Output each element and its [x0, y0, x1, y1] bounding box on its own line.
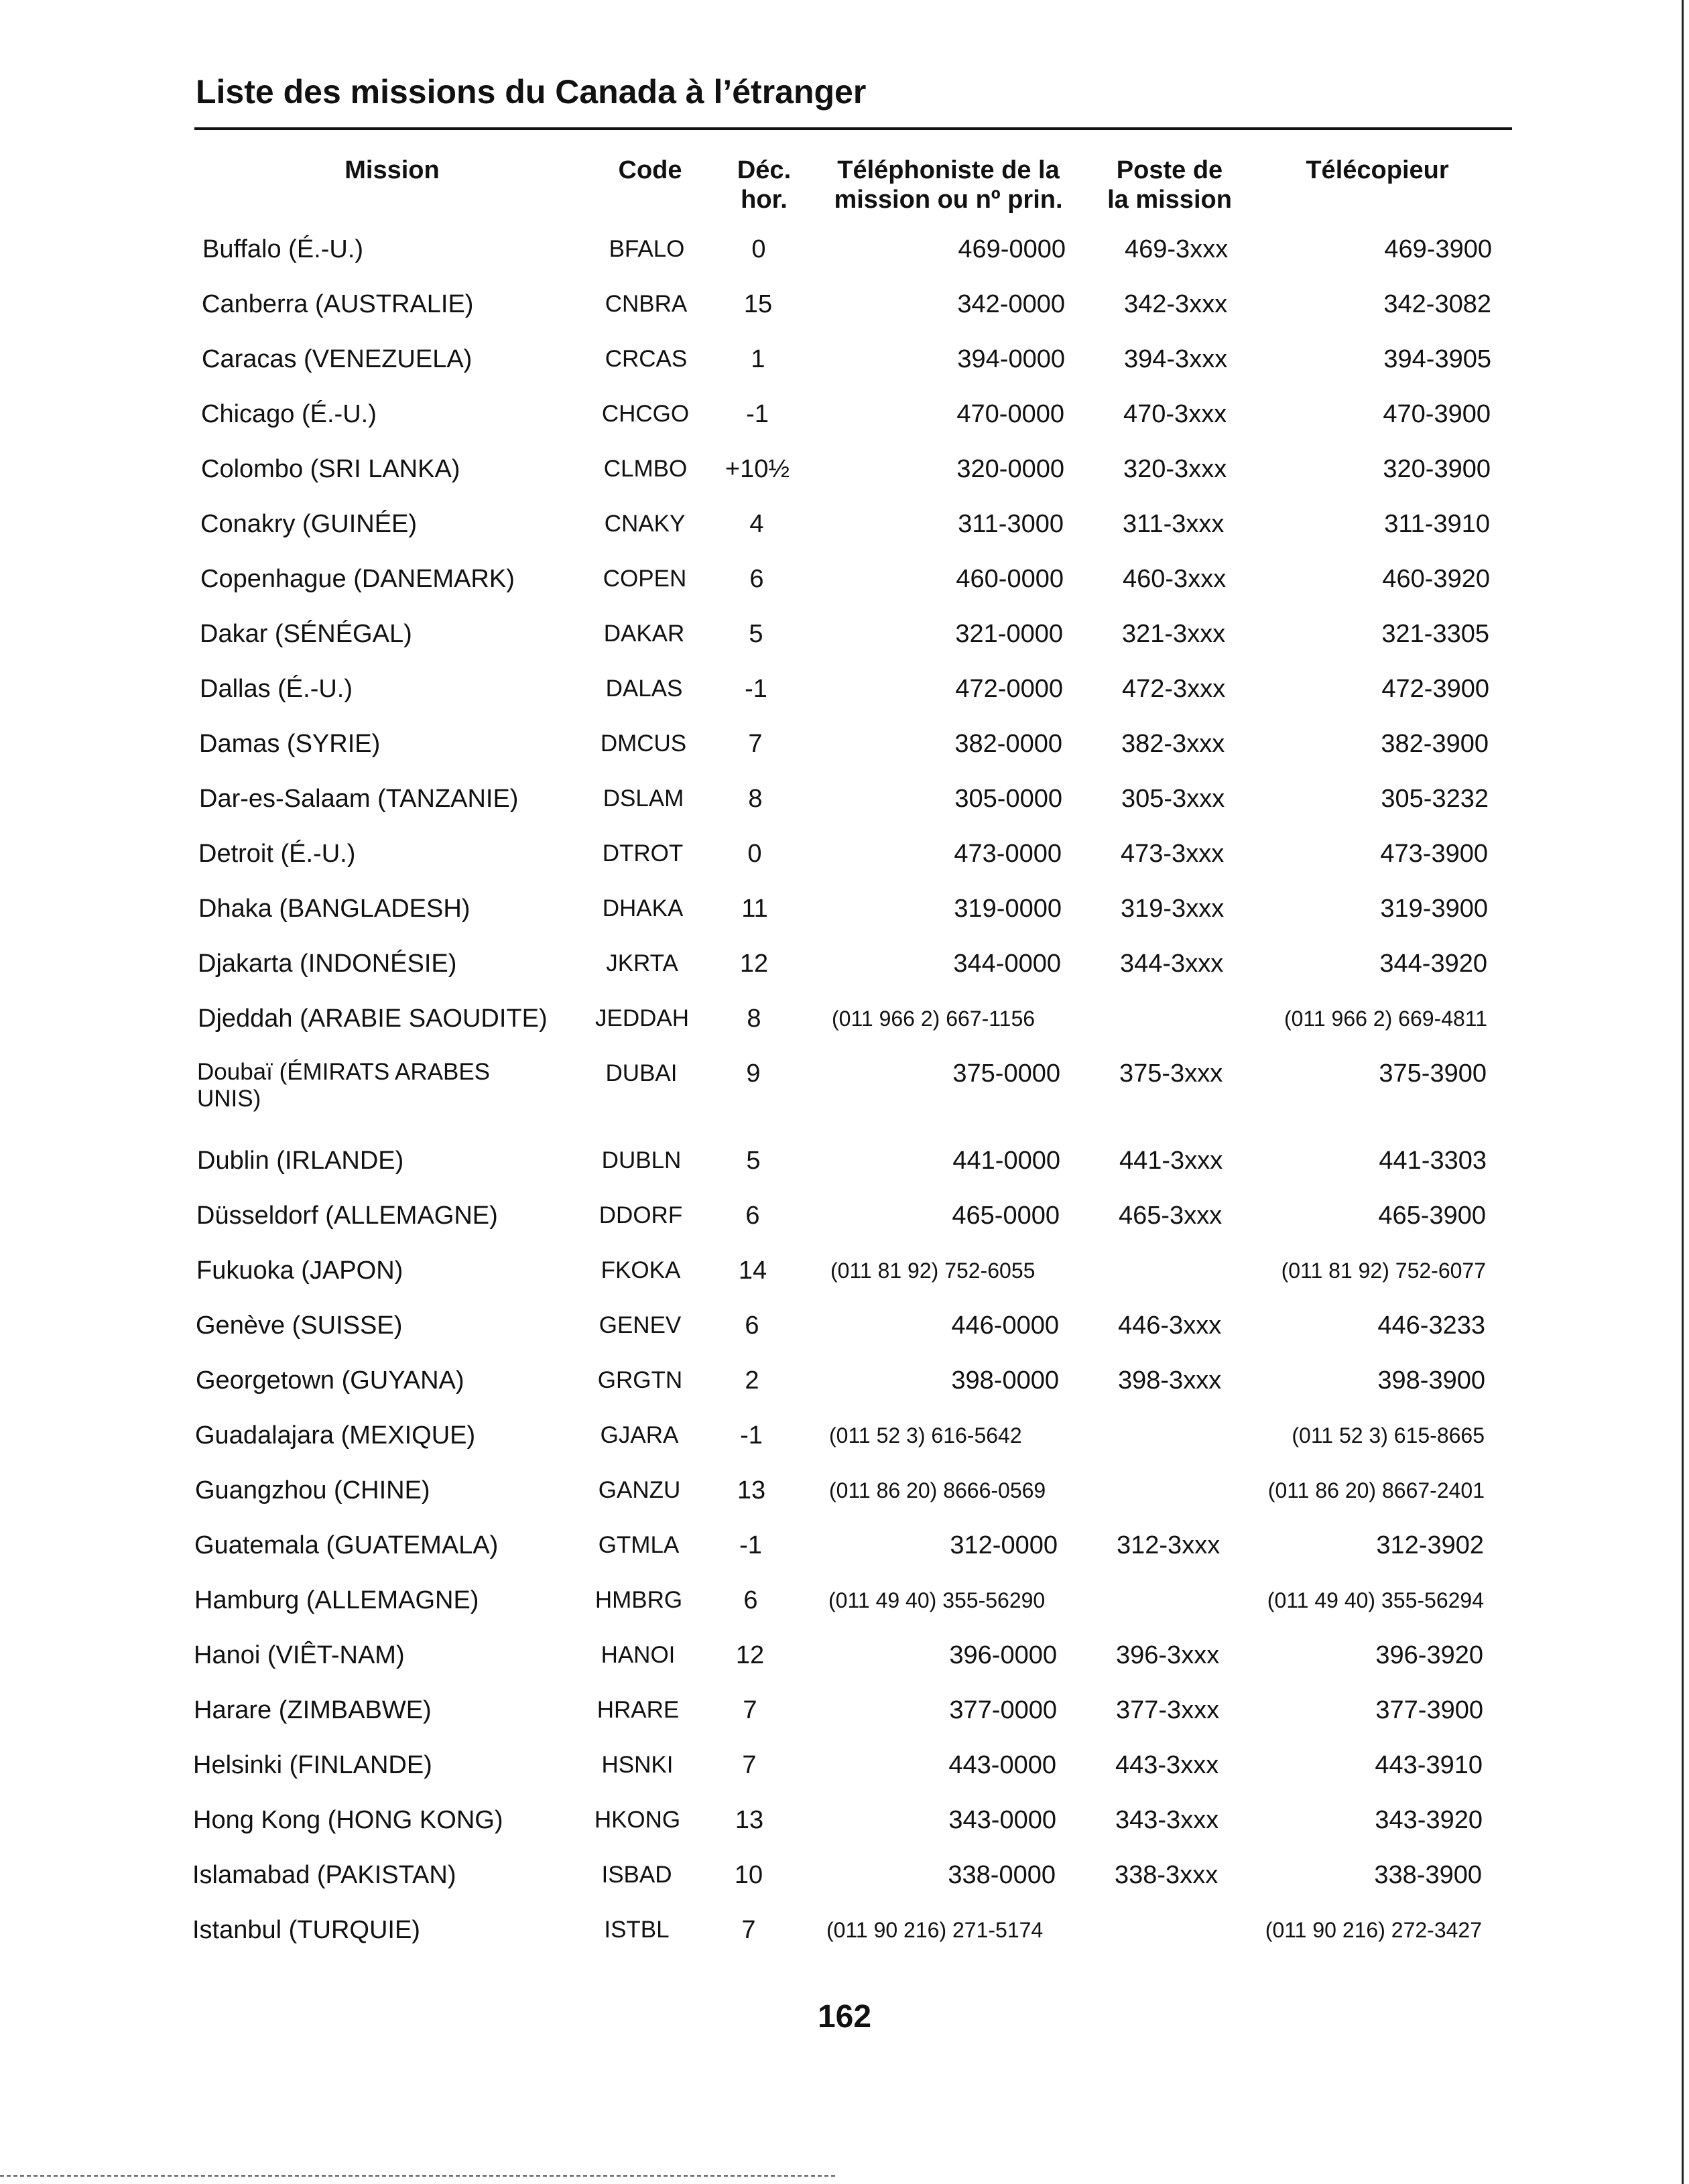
table-row [0, 949, 1689, 1004]
cell-dec: 7 [741, 1916, 756, 1944]
header-poste: Poste de la mission [1107, 156, 1232, 214]
cell-dec: 6 [745, 1311, 759, 1340]
table-row [0, 894, 1689, 949]
cell-tel: 443-0000 [948, 1751, 1056, 1779]
cell-tel: 343-0000 [948, 1806, 1056, 1834]
cell-tel: 469-0000 [958, 235, 1066, 263]
header-fax: Télécopieur [1306, 156, 1449, 184]
cell-fax: 338-3900 [1374, 1861, 1482, 1889]
cell-poste: 443-3xxx [1115, 1751, 1219, 1779]
cell-mission: Guangzhou (CHINE) [195, 1476, 430, 1504]
cell-tel: (011 86 20) 8666-0569 [829, 1478, 1046, 1502]
table-row [0, 674, 1689, 729]
cell-mission: Islamabad (PAKISTAN) [192, 1861, 456, 1889]
page-title: Liste des missions du Canada à l’étranger [196, 73, 867, 111]
cell-fax: 472-3900 [1381, 675, 1489, 703]
cell-tel: 472-0000 [955, 675, 1063, 703]
cell-tel: 446-0000 [951, 1311, 1059, 1340]
cell-dec: 12 [735, 1641, 765, 1669]
cell-fax: (011 86 20) 8667-2401 [1267, 1478, 1485, 1502]
cell-poste: 305-3xxx [1121, 785, 1225, 813]
cell-tel: 342-0000 [957, 290, 1065, 318]
cell-mission: Chicago (É.-U.) [201, 400, 377, 428]
cell-code: CNAKY [604, 511, 686, 537]
cell-tel: 396-0000 [949, 1641, 1057, 1669]
cell-fax: 465-3900 [1378, 1202, 1486, 1230]
cell-poste: 470-3xxx [1123, 400, 1227, 428]
cell-fax: 305-3232 [1381, 785, 1489, 813]
cell-fax: (011 966 2) 669-4811 [1284, 1007, 1487, 1031]
cell-mission: Caracas (VENEZUELA) [202, 345, 473, 373]
cell-mission: Doubaï (ÉMIRATS ARABES UNIS) [197, 1059, 491, 1112]
cell-fax: 473-3900 [1380, 840, 1488, 868]
cell-fax: 344-3920 [1379, 950, 1487, 978]
cell-tel: 320-0000 [956, 455, 1064, 483]
cell-fax: 311-3910 [1384, 510, 1490, 538]
cell-mission: Fukuoka (JAPON) [196, 1257, 403, 1285]
cell-poste: 312-3xxx [1117, 1531, 1221, 1559]
cell-fax: (011 49 40) 355-56294 [1267, 1588, 1484, 1612]
cell-tel: (011 966 2) 667-1156 [832, 1007, 1036, 1031]
cell-fax: (011 52 3) 615-8665 [1292, 1423, 1485, 1448]
cell-dec: +10½ [725, 455, 790, 483]
cell-poste: 441-3xxx [1119, 1147, 1223, 1175]
table-row [0, 1750, 1689, 1805]
cell-dec: -1 [740, 1421, 763, 1450]
cell-tel: (011 90 216) 271-5174 [826, 1918, 1044, 1942]
cell-poste: 396-3xxx [1116, 1641, 1220, 1669]
cell-mission: Georgetown (GUYANA) [196, 1366, 464, 1395]
cell-code: BFALO [609, 236, 685, 262]
cell-fax: 375-3900 [1379, 1059, 1487, 1088]
cell-fax: 321-3305 [1381, 620, 1489, 648]
cell-code: DDORF [599, 1202, 683, 1228]
table-row [0, 1201, 1689, 1256]
cell-fax: 343-3920 [1375, 1806, 1483, 1834]
cell-poste: 469-3xxx [1125, 235, 1229, 263]
cell-code: GANZU [598, 1477, 681, 1503]
cell-tel: 377-0000 [949, 1696, 1057, 1724]
cell-mission: Harare (ZIMBABWE) [194, 1696, 432, 1724]
cell-poste: 343-3xxx [1115, 1806, 1219, 1834]
cell-dec: 9 [746, 1059, 761, 1088]
cell-mission: Dar-es-Salaam (TANZANIE) [199, 785, 519, 813]
table-row [0, 1256, 1689, 1311]
cell-code: FKOKA [601, 1257, 681, 1283]
header-code: Code [618, 156, 682, 184]
cell-mission: Helsinki (FINLANDE) [193, 1751, 432, 1779]
cell-tel: 441-0000 [952, 1147, 1060, 1175]
cell-code: DTROT [602, 840, 684, 866]
cell-dec: 12 [739, 950, 769, 978]
cell-code: DUBAI [605, 1060, 678, 1086]
table-row [0, 1860, 1689, 1915]
cell-dec: 6 [749, 565, 764, 593]
cell-tel: 473-0000 [954, 840, 1062, 868]
cell-tel: 398-0000 [951, 1366, 1059, 1395]
table-row [0, 290, 1689, 344]
table-row [0, 564, 1689, 619]
cell-fax: 443-3910 [1375, 1751, 1483, 1779]
table-row [0, 1311, 1689, 1366]
cell-mission: Guatemala (GUATEMALA) [194, 1531, 499, 1559]
cell-dec: 13 [735, 1806, 764, 1834]
cell-dec: 15 [743, 290, 773, 318]
cell-fax: 396-3920 [1375, 1641, 1483, 1669]
cell-poste: 311-3xxx [1123, 510, 1225, 538]
table-row [0, 1476, 1689, 1531]
cell-tel: 470-0000 [956, 400, 1064, 428]
cell-tel: 321-0000 [955, 620, 1063, 648]
cell-tel: (011 49 40) 355-56290 [828, 1588, 1046, 1612]
cell-code: DAKAR [603, 621, 685, 647]
cell-code: CLMBO [603, 456, 688, 482]
cell-fax: 470-3900 [1383, 400, 1491, 428]
cell-fax: 320-3900 [1383, 455, 1491, 483]
cell-mission: Buffalo (É.-U.) [202, 235, 364, 263]
cell-dec: 10 [734, 1861, 763, 1889]
cell-fax: 398-3900 [1377, 1366, 1485, 1395]
cell-dec: 8 [747, 1005, 761, 1033]
cell-mission: Detroit (É.-U.) [198, 840, 356, 868]
cell-code: JKRTA [606, 950, 678, 976]
cell-fax: 446-3233 [1377, 1311, 1485, 1340]
cell-mission: Dhaka (BANGLADESH) [198, 895, 471, 923]
cell-dec: -1 [739, 1531, 762, 1559]
cell-dec: 8 [748, 785, 763, 813]
cell-dec: 7 [748, 730, 763, 758]
cell-fax: 319-3900 [1380, 895, 1488, 923]
title-rule [194, 127, 1512, 130]
cell-tel: 460-0000 [956, 565, 1064, 593]
scan-bottom-edge [0, 2175, 838, 2177]
cell-dec: -1 [745, 675, 767, 703]
cell-poste: 394-3xxx [1124, 345, 1228, 373]
table-row [0, 1531, 1689, 1586]
cell-poste: 377-3xxx [1116, 1696, 1220, 1724]
header-tel: Téléphoniste de la mission ou nº prin. [834, 156, 1063, 214]
cell-code: GRGTN [597, 1367, 683, 1393]
cell-code: CHCGO [601, 401, 690, 427]
cell-fax: 394-3905 [1383, 345, 1491, 373]
cell-mission: Canberra (AUSTRALIE) [202, 290, 474, 318]
cell-code: DSLAM [603, 785, 684, 812]
cell-poste: 321-3xxx [1122, 620, 1226, 648]
cell-poste: 460-3xxx [1123, 565, 1227, 593]
cell-fax: 377-3900 [1375, 1696, 1483, 1724]
cell-tel: (011 81 92) 752-6055 [830, 1259, 1036, 1283]
cell-code: DMCUS [600, 730, 687, 757]
cell-dec: 0 [747, 840, 762, 868]
cell-mission: Copenhague (DANEMARK) [200, 565, 515, 593]
cell-code: DALAS [605, 676, 683, 702]
cell-code: ISBAD [601, 1862, 672, 1888]
cell-code: COPEN [603, 566, 687, 592]
cell-code: ISTBL [604, 1917, 670, 1943]
cell-mission: Hanoi (VIÊT-NAM) [194, 1641, 405, 1669]
cell-mission: Genève (SUISSE) [196, 1311, 403, 1340]
table-row [0, 235, 1689, 290]
cell-poste: 320-3xxx [1123, 455, 1227, 483]
table-row [0, 1366, 1689, 1421]
cell-dec: 7 [742, 1751, 757, 1779]
cell-poste: 375-3xxx [1119, 1059, 1223, 1088]
cell-mission: Hamburg (ALLEMAGNE) [194, 1586, 479, 1614]
cell-mission: Istanbul (TURQUIE) [192, 1916, 420, 1944]
cell-code: HANOI [601, 1642, 676, 1668]
cell-poste: 382-3xxx [1121, 730, 1225, 758]
cell-tel: 312-0000 [950, 1531, 1058, 1559]
cell-poste: 446-3xxx [1118, 1311, 1222, 1340]
cell-mission: Colombo (SRI LANKA) [201, 455, 460, 483]
table-row [0, 839, 1689, 894]
cell-fax: 469-3900 [1384, 235, 1492, 263]
cell-mission: Dublin (IRLANDE) [197, 1147, 404, 1175]
cell-poste: 338-3xxx [1115, 1861, 1218, 1889]
cell-mission: Dallas (É.-U.) [200, 675, 353, 703]
cell-code: GJARA [600, 1422, 679, 1448]
cell-mission: Djakarta (INDONÉSIE) [198, 950, 457, 978]
cell-code: HRARE [597, 1697, 680, 1723]
cell-tel: 394-0000 [957, 345, 1065, 373]
cell-code: HMBRG [595, 1587, 683, 1613]
table-row [0, 1586, 1689, 1641]
header-mission: Mission [345, 156, 440, 184]
cell-poste: 473-3xxx [1121, 840, 1225, 868]
table-row [0, 509, 1689, 564]
cell-dec: 2 [745, 1366, 759, 1395]
table-row [0, 1146, 1689, 1201]
cell-poste: 465-3xxx [1119, 1202, 1223, 1230]
cell-code: GENEV [599, 1312, 682, 1338]
table-row [0, 1805, 1689, 1860]
cell-tel: 375-0000 [952, 1059, 1060, 1088]
cell-code: DHAKA [602, 895, 684, 921]
cell-code: GTMLA [598, 1532, 680, 1558]
cell-dec: 5 [749, 620, 763, 648]
table-row [0, 619, 1689, 674]
table-row [0, 344, 1689, 399]
cell-mission: Dakar (SÉNÉGAL) [200, 620, 412, 648]
cell-code: HKONG [594, 1807, 681, 1833]
cell-dec: 14 [738, 1257, 767, 1285]
cell-poste: 342-3xxx [1124, 290, 1228, 318]
cell-dec: 7 [743, 1696, 757, 1724]
cell-poste: 398-3xxx [1118, 1366, 1222, 1395]
cell-mission: Hong Kong (HONG KONG) [193, 1806, 503, 1834]
table-row [0, 399, 1689, 454]
cell-dec: 5 [746, 1147, 761, 1175]
cell-poste: 344-3xxx [1120, 950, 1224, 978]
table-row [0, 729, 1689, 784]
cell-tel: 319-0000 [954, 895, 1062, 923]
cell-fax: 441-3303 [1379, 1147, 1487, 1175]
table-row [0, 1059, 1689, 1114]
cell-fax: 342-3082 [1383, 290, 1491, 318]
cell-dec: 6 [745, 1202, 760, 1230]
cell-code: JEDDAH [595, 1005, 690, 1031]
cell-tel: 311-3000 [958, 510, 1064, 538]
cell-mission: Conakry (GUINÉE) [200, 510, 418, 538]
scan-right-edge [1682, 0, 1684, 2184]
cell-dec: 1 [751, 345, 765, 373]
cell-dec: 11 [741, 895, 768, 923]
cell-tel: 465-0000 [952, 1202, 1060, 1230]
cell-code: CNBRA [605, 291, 688, 317]
cell-dec: 0 [751, 235, 766, 263]
cell-dec: 6 [743, 1586, 758, 1614]
cell-mission: Düsseldorf (ALLEMAGNE) [196, 1202, 498, 1230]
cell-mission: Guadalajara (MEXIQUE) [195, 1421, 476, 1450]
cell-dec: 4 [749, 510, 764, 538]
cell-code: CRCAS [605, 346, 688, 372]
table-row [0, 1915, 1689, 1970]
header-dec: Déc. hor. [737, 156, 792, 214]
table-row [0, 1004, 1689, 1059]
cell-tel: 338-0000 [948, 1861, 1056, 1889]
cell-mission: Djeddah (ARABIE SAOUDITE) [198, 1005, 548, 1033]
cell-fax: 460-3920 [1382, 565, 1490, 593]
cell-dec: -1 [746, 400, 769, 428]
cell-dec: 13 [737, 1476, 766, 1504]
cell-tel: 382-0000 [954, 730, 1062, 758]
cell-fax: (011 81 92) 752-6077 [1281, 1259, 1486, 1283]
page-number: 162 [817, 1999, 872, 2035]
cell-tel: (011 52 3) 616-5642 [829, 1423, 1022, 1448]
table-row [0, 1421, 1689, 1476]
cell-fax: 382-3900 [1381, 730, 1489, 758]
cell-fax: (011 90 216) 272-3427 [1265, 1918, 1482, 1942]
cell-mission: Damas (SYRIE) [199, 730, 381, 758]
cell-code: HSNKI [601, 1752, 674, 1778]
table-row [0, 784, 1689, 839]
cell-fax: 312-3902 [1376, 1531, 1484, 1559]
cell-poste: 319-3xxx [1121, 895, 1225, 923]
table-row [0, 1695, 1689, 1750]
cell-tel: 344-0000 [953, 950, 1061, 978]
cell-poste: 472-3xxx [1122, 675, 1226, 703]
cell-code: DUBLN [601, 1147, 682, 1173]
table-row [0, 1641, 1689, 1695]
cell-tel: 305-0000 [954, 785, 1062, 813]
table-row [0, 454, 1689, 509]
